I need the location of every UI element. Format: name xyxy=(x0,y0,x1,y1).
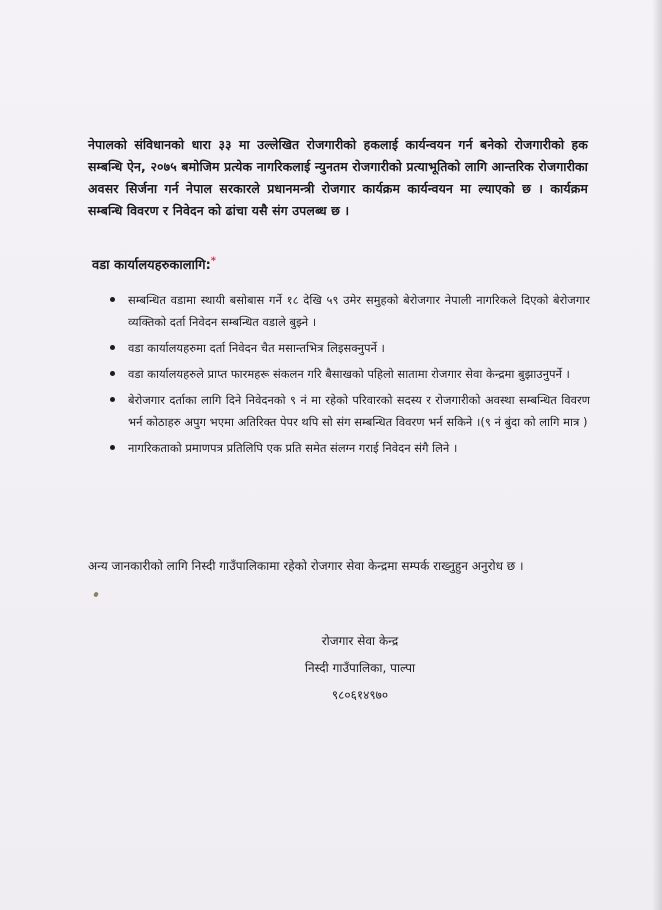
list-item-text: नागरिकताको प्रमाणपत्र प्रतिलिपि एक प्रति समेत संलग्न गराई निवेदन संगै लिने । xyxy=(128,441,458,455)
closing-paragraph: अन्य जानकारीको लागि निस्दी गाउँपालिकामा रहेको रोजगार सेवा केन्द्रमा सम्पर्क राख्नुहुन अनुरोध छ । xyxy=(88,559,524,573)
bullet-icon xyxy=(110,445,115,450)
asterisk-mark: * xyxy=(210,255,217,267)
bullet-icon xyxy=(110,345,115,350)
list-item-text: वडा कार्यालयहरुले प्राप्त फारमहरू संकलन गरि बैसाखको पहिलो सातामा रोजगार सेवा केन्द्रमा बुझाउनुपर्ने । xyxy=(128,367,570,381)
section-heading xyxy=(92,255,216,273)
list-item xyxy=(108,337,590,359)
office-name: रोजगार सेवा केन्द्र xyxy=(321,634,399,648)
intro-paragraph: नेपालको संविधानको धारा ३३ मा उल्लेखित रोजगारीको हकलाई कार्यन्वयन गर्न बनेको रोजगारीको हक सम्बन्धि ऐन, २०७५ बमोजिम प्रत्येक नागरिकलाई न्युनतम रोजगारीको प्रत्याभूतिको लागि आन्तरिक रोजगारीका अवसर सिर्जना गर्न नेपाल सरकारले प्रधानमन्त्री रोजगार कार्यक्रम कार्यन्वयन मा ल्याएको छ । कार्यक्रम सम्बन्धि विवरण र निवेदन को ढांचा यसै संग उपलब्ध छ । xyxy=(88,136,588,218)
signature-block xyxy=(280,628,440,709)
phone-number: ९८०६१४९७० xyxy=(331,688,389,702)
list-item-text: सम्बन्धित वडामा स्थायी बसोबास गर्ने १८ देखि ५९ उमेर समुहको बेरोजगार नेपाली नागरिकले दिएको बेरोजगार व्यक्तिको दर्ता निवेदन सम्बन्धित वडाले बुझ्ने । xyxy=(128,293,590,329)
list-item-text: बेरोजगार दर्ताका लागि दिने निवेदनको ९ नं मा रहेको परिवारको सदस्य र रोजगारीको अवस्था सम्बन्धित विवरण भर्न कोठाहरु अपुग भएमा अतिरिक्त पेपर थपि सो संग सम्बन्धित विवरण भर्न सकिने ।(९ नं बुंदा को लागि मात्र ) xyxy=(128,393,590,429)
bullet-icon xyxy=(110,397,115,402)
list-item-text: वडा कार्यालयहरुमा दर्ता निवेदन चैत मसान्तभित्र लिइसक्नुपर्ने । xyxy=(128,341,385,355)
list-item xyxy=(108,363,590,385)
page-edge-shadow xyxy=(652,0,662,910)
bullet-icon xyxy=(110,371,115,376)
list-item xyxy=(108,289,590,333)
ink-speck xyxy=(93,591,99,597)
bullet-icon xyxy=(110,297,115,302)
list-item xyxy=(108,437,590,459)
list-item xyxy=(108,389,590,433)
municipality-name: निस्दी गाउँपालिका, पाल्पा xyxy=(304,661,416,675)
instruction-list xyxy=(108,289,590,463)
section-heading-text: वडा कार्यालयहरुकालागि: xyxy=(92,258,211,273)
